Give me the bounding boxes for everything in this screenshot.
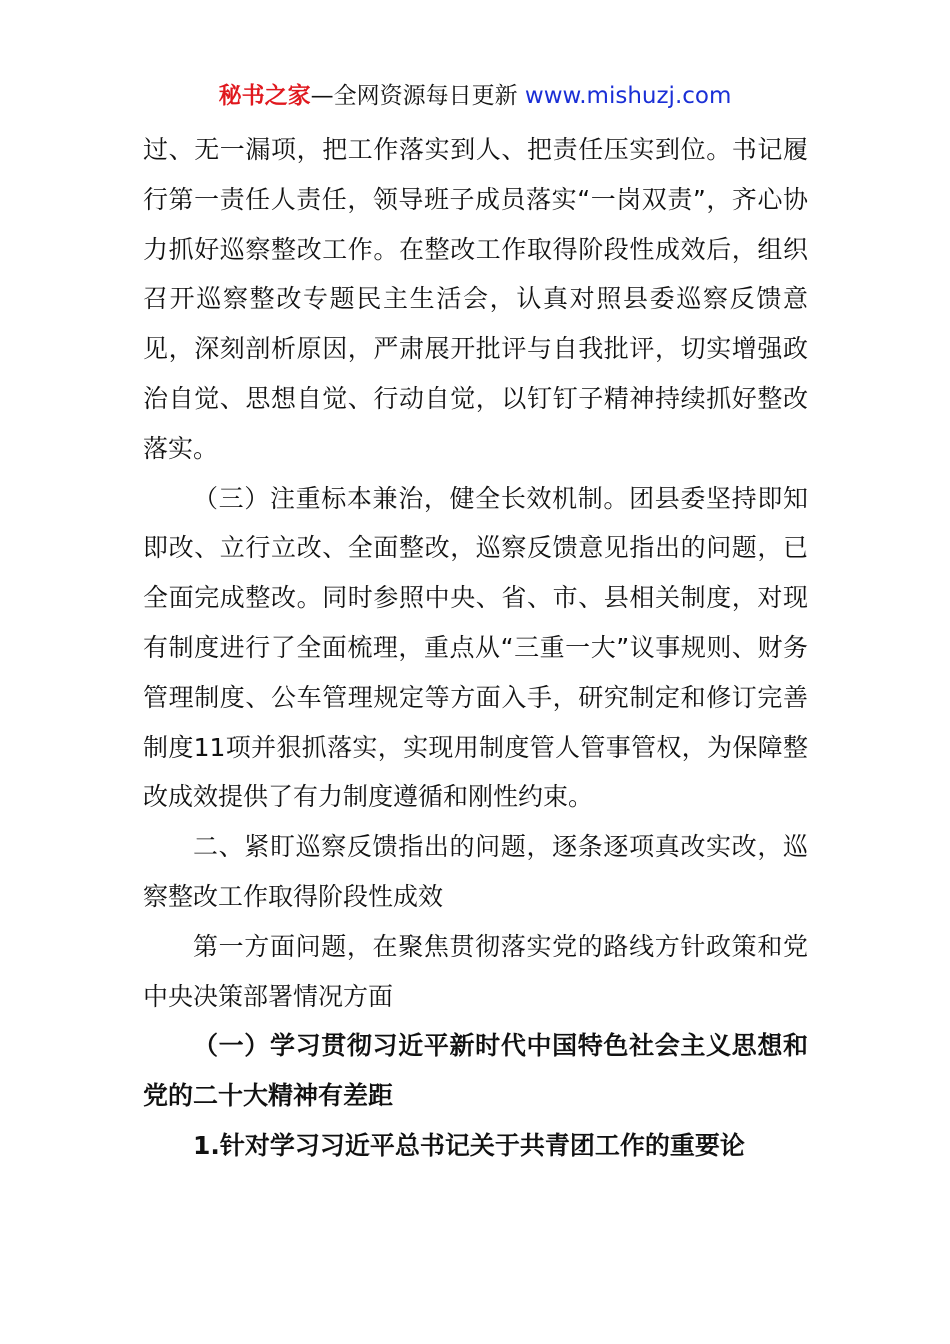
- paragraph-continuation: 过、无一漏项，把工作落实到人、把责任压实到位。书记履行第一责任人责任，领导班子成员落实“一岗双责”，齐心协力抓好巡察整改工作。在整改工作取得阶段性成效后，组织召开巡察整改专题民主生活会，认真对照县委巡察反馈意见，深刻剖析原因，严肃展开批评与自我批评，切实增强政治自觉、思想自觉、行动自觉，以钉钉子精神持续抓好整改落实。: [143, 135, 808, 463]
- header-tagline: —全网资源每日更新: [310, 83, 525, 109]
- heading-section-two: 二、紧盯巡察反馈指出的问题，逐条逐项真改实改，巡察整改工作取得阶段性成效: [143, 832, 808, 911]
- heading-subsection-one: （一）学习贯彻习近平新时代中国特色社会主义思想和党的二十大精神有差距: [143, 1031, 808, 1111]
- site-url-link[interactable]: www.mishuzj.com: [524, 83, 732, 109]
- paragraph-first-issue: 第一方面问题，在聚焦贯彻落实党的路线方针政策和党中央决策部署情况方面: [143, 931, 808, 1011]
- heading-item-one: 1.针对学习习近平总书记关于共青团工作的重要论: [193, 1130, 745, 1160]
- document-body: [143, 125, 808, 1171]
- paragraph-section-three: （三）注重标本兼治，健全长效机制。团县委坚持即知即改、立行立改、全面整改，巡察反馈意见指出的问题，已全面完成整改。同时参照中央、省、市、县相关制度，对现有制度进行了全面梳理，重点从“三重一大”议事规则、财务管理制度、公车管理规定等方面入手，研究制定和修订完善制度11项并狠抓落实，实现用制度管人管事管权，为保障整改成效提供了有力制度遵循和刚性约束。: [143, 483, 808, 812]
- site-header: [0, 80, 950, 112]
- brand-name: 秘书之家: [218, 83, 311, 109]
